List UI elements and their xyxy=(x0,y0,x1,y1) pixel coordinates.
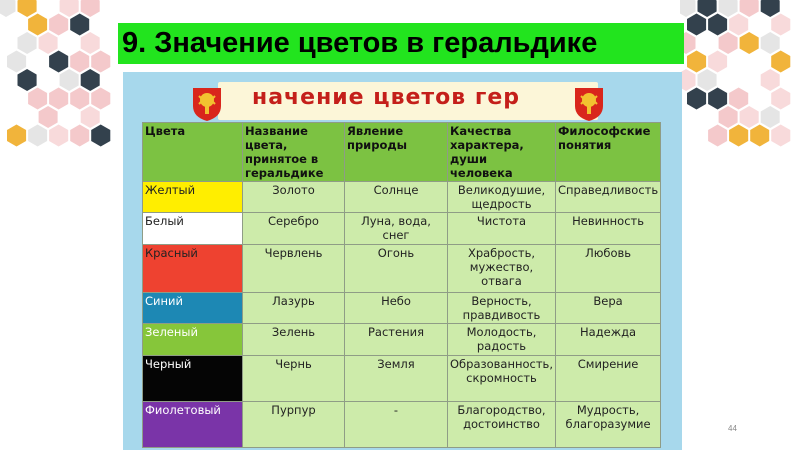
color-swatch-cell: Черный xyxy=(143,356,243,402)
heraldic-colors-table xyxy=(142,122,661,448)
slide-title: 9. Значение цветов в геральдике xyxy=(122,27,598,59)
color-swatch-cell: Зеленый xyxy=(143,324,243,356)
table-cell-nature: Луна, вода, снег xyxy=(345,213,448,245)
header-cell: Явление природы xyxy=(345,123,448,182)
hexagon-pattern-left xyxy=(0,0,118,160)
table-cell-concept: Невинность xyxy=(556,213,661,245)
table-cell-quality: Верность, правдивость xyxy=(448,293,556,324)
table-cell-nature: Земля xyxy=(345,356,448,402)
color-swatch-cell: Красный xyxy=(143,245,243,293)
table-cell-nature: - xyxy=(345,402,448,448)
table-row xyxy=(143,213,661,245)
header-cell: Цвета xyxy=(143,123,243,182)
table-row xyxy=(143,182,661,213)
table-cell-nature: Небо xyxy=(345,293,448,324)
table-cell-concept: Справедливость xyxy=(556,182,661,213)
table-cell-quality: Чистота xyxy=(448,213,556,245)
header-cell: Философские понятия xyxy=(556,123,661,182)
table-cell-nature: Огонь xyxy=(345,245,448,293)
table-banner xyxy=(218,82,598,120)
table-row xyxy=(143,245,661,293)
table-cell-concept: Надежда xyxy=(556,324,661,356)
header-cell: Название цвета, принятое в геральдике xyxy=(243,123,345,182)
table-cell-name: Червлень xyxy=(243,245,345,293)
table-cell-concept: Мудрость, благоразумие xyxy=(556,402,661,448)
hexagon-pattern-right xyxy=(680,0,800,160)
color-swatch-cell: Желтый xyxy=(143,182,243,213)
coat-of-arms-icon xyxy=(190,84,224,122)
slide-title-bar xyxy=(118,23,684,64)
table-cell-quality: Храбрость, мужество, отвага xyxy=(448,245,556,293)
table-row xyxy=(143,324,661,356)
coat-of-arms-icon xyxy=(572,84,606,122)
table-cell-nature: Солнце xyxy=(345,182,448,213)
table-cell-quality: Образованность, скромность xyxy=(448,356,556,402)
banner-title: начение цветов гер xyxy=(252,85,521,110)
table-cell-concept: Смирение xyxy=(556,356,661,402)
table-cell-concept: Вера xyxy=(556,293,661,324)
table-cell-name: Лазурь xyxy=(243,293,345,324)
content-panel xyxy=(123,72,682,450)
table-cell-name: Пурпур xyxy=(243,402,345,448)
table-cell-name: Чернь xyxy=(243,356,345,402)
table-cell-name: Серебро xyxy=(243,213,345,245)
color-swatch-cell: Белый xyxy=(143,213,243,245)
table-cell-name: Зелень xyxy=(243,324,345,356)
table-row xyxy=(143,402,661,448)
color-swatch-cell: Фиолетовый xyxy=(143,402,243,448)
table-cell-quality: Великодушие, щедрость xyxy=(448,182,556,213)
table-row xyxy=(143,293,661,324)
color-swatch-cell: Синий xyxy=(143,293,243,324)
table-row xyxy=(143,356,661,402)
table-cell-quality: Благородство, достоинство xyxy=(448,402,556,448)
table-cell-nature: Растения xyxy=(345,324,448,356)
table-cell-concept: Любовь xyxy=(556,245,661,293)
page-number: 44 xyxy=(728,424,737,433)
table-cell-name: Золото xyxy=(243,182,345,213)
table-header-row xyxy=(143,123,661,182)
header-cell: Качества характера, души человека xyxy=(448,123,556,182)
table-cell-quality: Молодость, радость xyxy=(448,324,556,356)
